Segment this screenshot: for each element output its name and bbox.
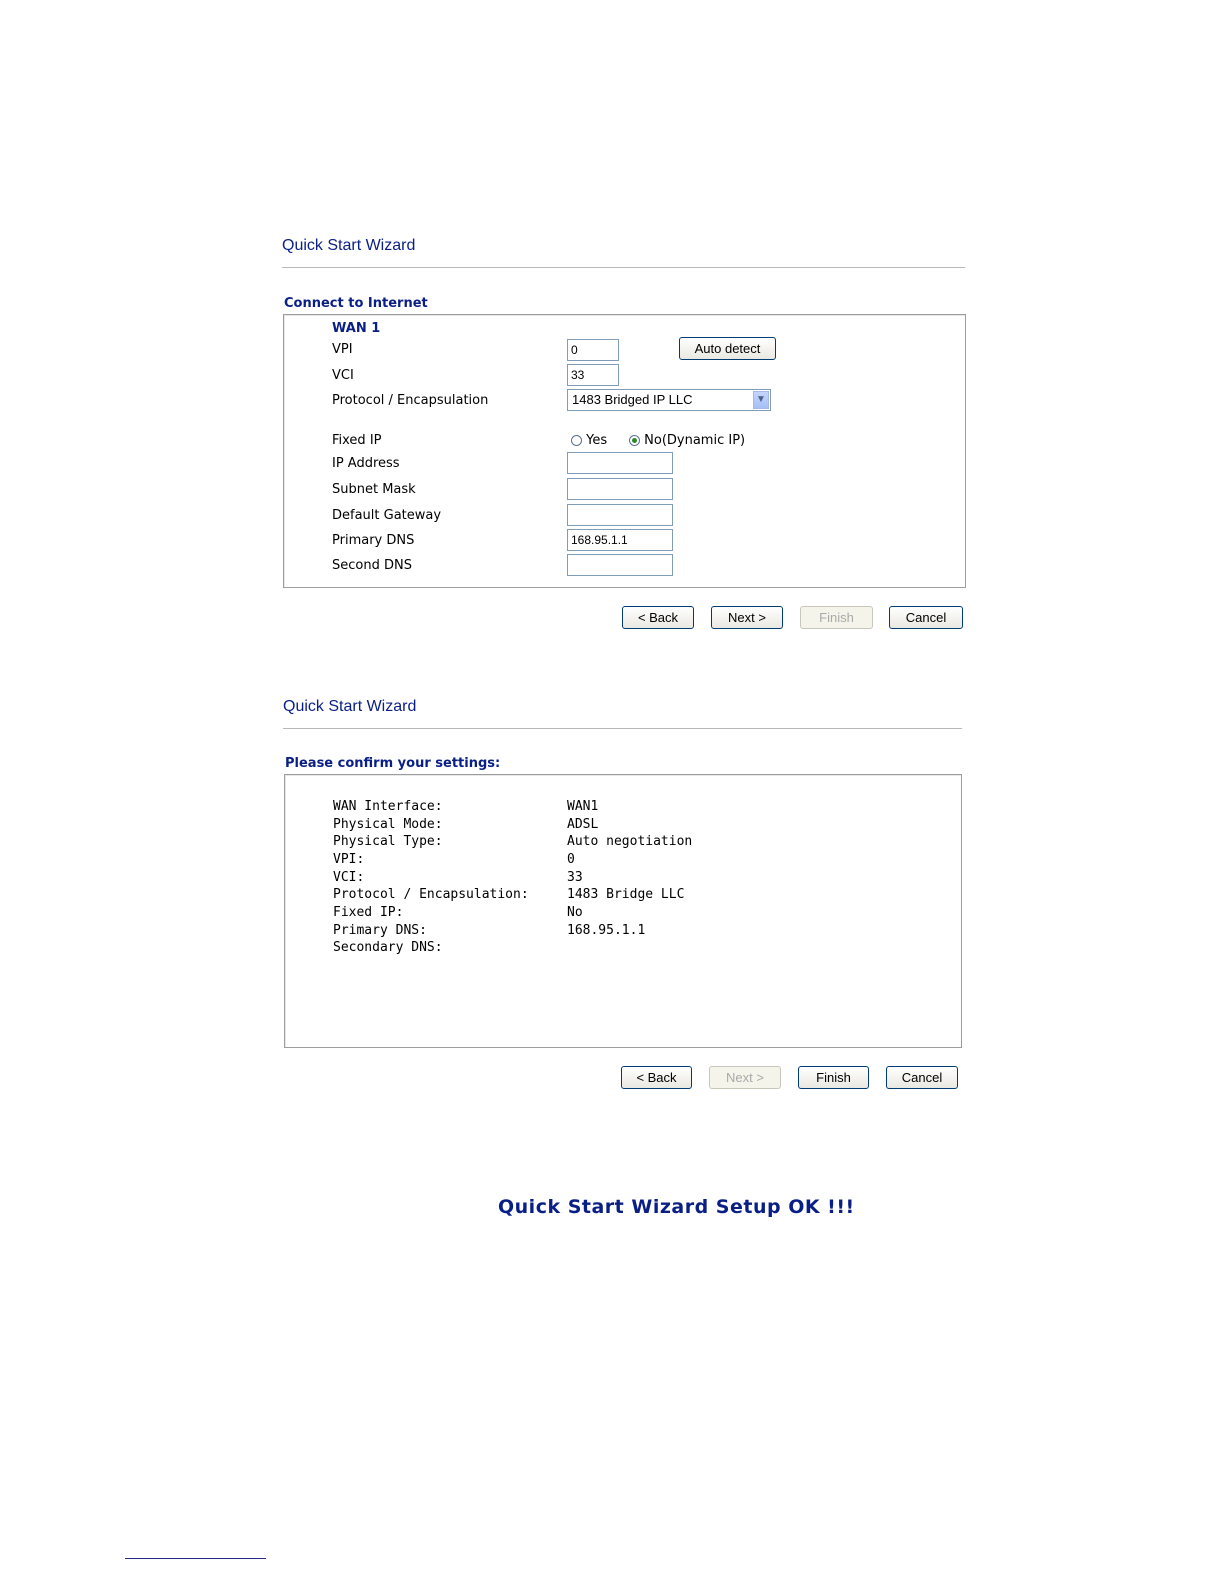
chevron-down-icon[interactable]: ▼ [753, 391, 769, 409]
fixed-ip-no-option[interactable] [629, 433, 745, 448]
back-button[interactable]: < Back [622, 606, 694, 629]
connect-panel [283, 314, 966, 588]
setting-label-physical-mode: Physical Mode: [333, 817, 443, 832]
setting-value-primary-dns: 168.95.1.1 [567, 923, 646, 938]
setting-label-primary-dns: Primary DNS: [333, 923, 427, 938]
footnote-rule [125, 1558, 266, 1559]
back-button[interactable]: < Back [621, 1066, 692, 1089]
wizard1-title: Quick Start Wizard [282, 237, 416, 254]
default-gateway-label: Default Gateway [332, 508, 442, 523]
auto-detect-button[interactable]: Auto detect [679, 337, 776, 360]
finish-button[interactable]: Finish [800, 606, 873, 629]
setting-value-vpi: 0 [567, 852, 575, 867]
fixed-ip-yes-option[interactable] [571, 433, 607, 448]
protocol-label: Protocol / Encapsulation [332, 393, 489, 408]
setting-label-wan-interface: WAN Interface: [333, 799, 443, 814]
wan-label: WAN 1 [332, 321, 381, 336]
fixed-ip-label: Fixed IP [332, 433, 382, 448]
setting-value-physical-mode: ADSL [567, 817, 599, 832]
subnet-mask-input[interactable] [567, 478, 673, 500]
setting-value-physical-type: Auto negotiation [567, 834, 693, 849]
wizard1-divider [282, 267, 965, 268]
setup-ok-message: Quick Start Wizard Setup OK !!! [498, 1196, 855, 1218]
cancel-button[interactable]: Cancel [889, 606, 963, 629]
setting-label-secondary-dns: Secondary DNS: [333, 940, 443, 955]
setting-label-protocol: Protocol / Encapsulation: [333, 887, 529, 902]
setting-value-wan-interface: WAN1 [567, 799, 599, 814]
primary-dns-label: Primary DNS [332, 533, 415, 548]
second-dns-label: Second DNS [332, 558, 412, 573]
primary-dns-input[interactable] [567, 529, 673, 551]
fixed-ip-no-label: No(Dynamic IP) [644, 433, 746, 448]
next-button[interactable]: Next > [711, 606, 783, 629]
vci-input[interactable] [567, 364, 619, 386]
vpi-label: VPI [332, 342, 353, 357]
subnet-mask-label: Subnet Mask [332, 482, 416, 497]
protocol-select[interactable] [567, 389, 771, 411]
setting-value-vci: 33 [567, 870, 583, 885]
setting-value-protocol: 1483 Bridge LLC [567, 887, 685, 902]
setting-label-fixed-ip: Fixed IP: [333, 905, 404, 920]
vpi-input[interactable] [567, 339, 619, 361]
setting-label-vpi: VPI: [333, 852, 365, 867]
setting-value-fixed-ip: No [567, 905, 583, 920]
radio-no[interactable] [629, 435, 640, 446]
cancel-button[interactable]: Cancel [886, 1066, 958, 1089]
finish-button[interactable]: Finish [798, 1066, 869, 1089]
setting-label-vci: VCI: [333, 870, 365, 885]
setting-label-physical-type: Physical Type: [333, 834, 443, 849]
wizard2-title: Quick Start Wizard [283, 698, 417, 715]
ip-address-input[interactable] [567, 452, 673, 474]
protocol-select-value: 1483 Bridged IP LLC [572, 392, 693, 407]
next-button[interactable]: Next > [709, 1066, 781, 1089]
radio-yes[interactable] [571, 435, 582, 446]
vci-label: VCI [332, 368, 354, 383]
wizard2-divider [283, 728, 962, 729]
fixed-ip-yes-label: Yes [586, 433, 608, 448]
ip-address-label: IP Address [332, 456, 400, 471]
connect-section-title: Connect to Internet [284, 296, 428, 311]
default-gateway-input[interactable] [567, 504, 673, 526]
confirm-section-title: Please confirm your settings: [285, 756, 501, 771]
confirm-panel [284, 774, 962, 1048]
second-dns-input[interactable] [567, 554, 673, 576]
